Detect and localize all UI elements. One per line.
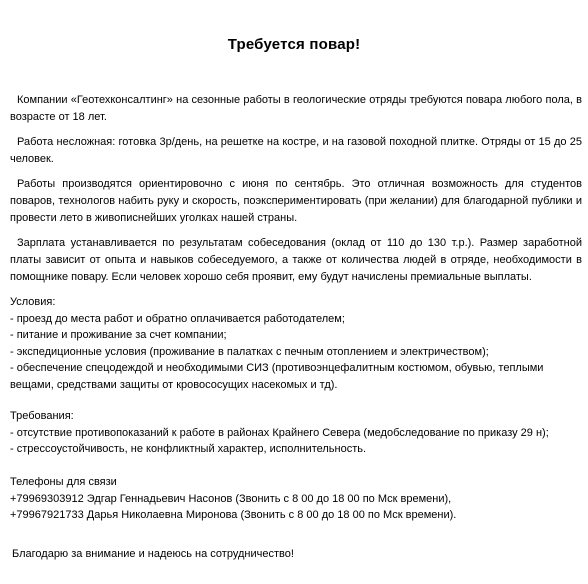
- requirements-item: - стрессоустойчивость, не конфликтный характер, исполнительность.: [10, 443, 367, 455]
- conditions-item: - проезд до места работ и обратно оплачивается работодателем;: [10, 312, 345, 325]
- page-title: Требуется повар!: [227, 36, 361, 53]
- requirements-section: [10, 408, 588, 458]
- contact-phone-item: +79967921733 Дарья Николаевна Миронова (Звонить с 8 00 до 18 00 по Мск времени).: [10, 509, 457, 521]
- schedule-paragraph: Работы производятся ориентировочно с июня по сентябрь. Это отличная возможность для студентов поваров, технологов набить руку и скорость, поэкспериментировать (при желании) для благодарной публики и провести лето в живописнейших уголках нашей страны.: [10, 178, 582, 224]
- contacts-heading: Телефоны для связи: [10, 476, 117, 488]
- conditions-item: - экспедиционные условия (проживание в палатках с печным отоплением и электричеством);: [10, 345, 489, 358]
- requirements-item: - отсутствие противопоказаний к работе в районах Крайнего Севера (медобследование по приказу 29 н);: [10, 426, 549, 439]
- intro-paragraph: Компании «Геотехконсалтинг» на сезонные работы в геологические отряды требуются повара любого пола, в возрасте от 18 лет.: [10, 94, 582, 123]
- closing-line: Благодарю за внимание и надеюсь на сотрудничество!: [12, 548, 294, 560]
- conditions-item: - обеспечение спецодеждой и необходимыми СИЗ (противоэнцефалитным костюмом, обувью, теплыми вещами, средствами защиты от кровососущих насекомых и тд).: [10, 362, 544, 391]
- conditions-item: - питание и проживание за счет компании;: [10, 329, 227, 341]
- conditions-heading: Условия:: [10, 296, 56, 308]
- conditions-section: [10, 294, 588, 393]
- contact-phone-item: +79969303912 Эдгар Геннадьевич Насонов (Звонить с 8 00 до 18 00 по Мск времени),: [10, 492, 452, 505]
- salary-paragraph: Зарплата устанавливается по результатам собеседования (оклад от 110 до 130 т.р.). Размер заработной платы зависит от опыта и навыков собеседуемого, а также от количества людей в отряде, необходимости в помощнике повару. Если человек хорошо себя проявит, ему будут начислены премиальные выплаты.: [10, 237, 582, 283]
- contacts-section: [10, 474, 588, 524]
- requirements-heading: Требования:: [10, 410, 74, 422]
- work-description-paragraph: Работа несложная: готовка 3р/день, на решетке на костре, и на газовой походной плитке. Отряды от 15 до 25 человек.: [10, 136, 582, 165]
